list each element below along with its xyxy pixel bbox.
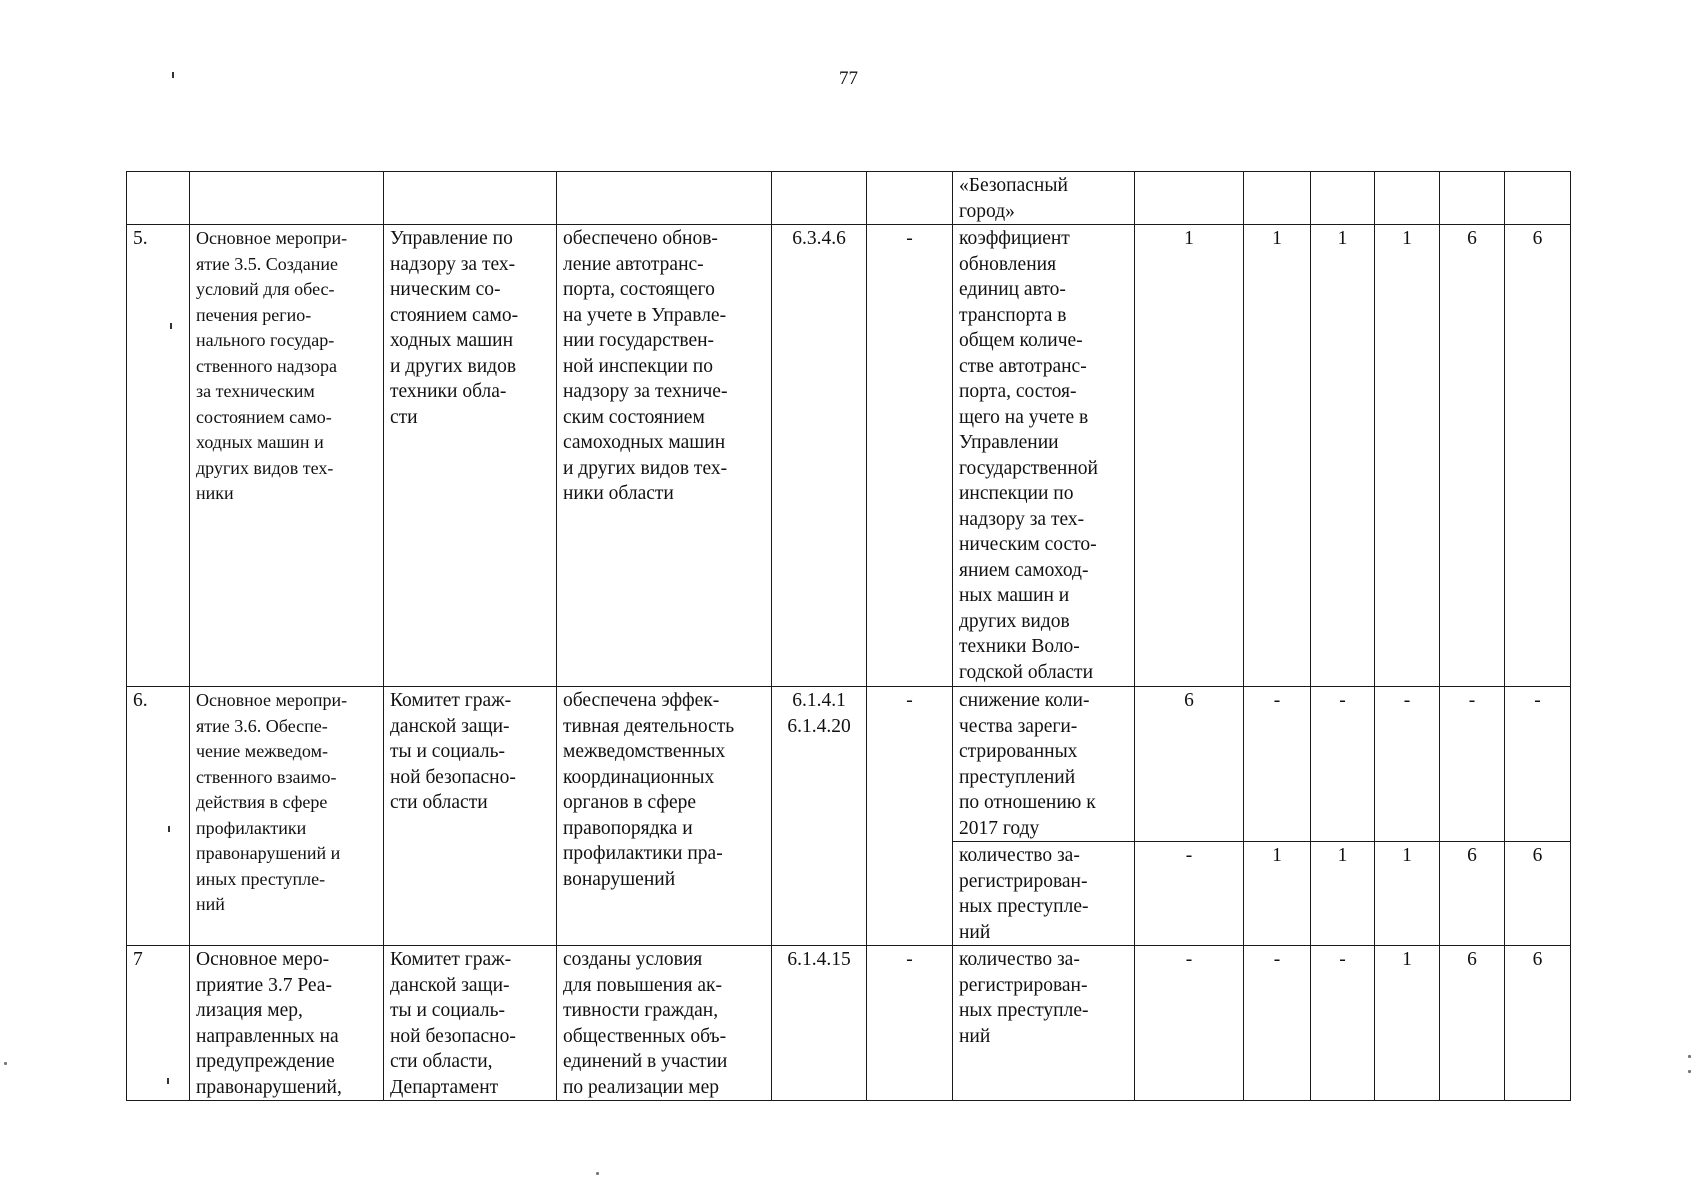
cell-num: 5. [127, 225, 190, 687]
cell-col6: - [867, 687, 953, 946]
cell-value: 6 [1440, 946, 1505, 1101]
cell-measure: Основное меропри- ятие 3.6. Обеспе- чение межведом- ственного взаимо- действия в сфере профилактики правонарушений и иных преступле- ний [190, 687, 384, 946]
cell-executor: Управление по надзору за тех- ническим со- стоянием само- ходных машин и других видов техники обла- сти [384, 225, 557, 687]
cell-code [772, 172, 867, 225]
cell-value: 6 [1505, 842, 1571, 946]
cell-value: 1 [1244, 842, 1311, 946]
cell-num: 6. [127, 687, 190, 946]
cell-value: 1 [1135, 225, 1244, 687]
cell-value: - [1135, 946, 1244, 1101]
cell-col6: - [867, 946, 953, 1101]
cell-value: - [1311, 687, 1375, 842]
cell-value [1244, 172, 1311, 225]
cell-result: обеспечена эффек- тивная деятельность межведомственных координационных органов в сфере правопорядка и профилактики пра- вонарушений [557, 687, 772, 946]
measures-table [126, 171, 1571, 1101]
scan-mark [172, 72, 174, 78]
cell-value: 6 [1505, 225, 1571, 687]
page-number: 77 [839, 68, 858, 89]
cell-code: 6.1.4.15 [772, 946, 867, 1101]
scan-mark [167, 1078, 169, 1084]
cell-measure [190, 172, 384, 225]
cell-value: - [1311, 946, 1375, 1101]
cell-measure: Основное меропри- ятие 3.5. Создание условий для обес- печения регио- нального государ- ственного надзора за техническим состоянием само- ходных машин и других видов тех- ники [190, 225, 384, 687]
table-row-5 [127, 225, 1571, 687]
cell-executor: Комитет граж- данской защи- ты и социаль- ной безопасно- сти области [384, 687, 557, 946]
cell-num [127, 172, 190, 225]
cell-value: 1 [1244, 225, 1311, 687]
cell-value: - [1244, 946, 1311, 1101]
cell-code: 6.1.4.1 6.1.4.20 [772, 687, 867, 946]
table-row-continuation [127, 172, 1571, 225]
scan-speck [1688, 1055, 1691, 1058]
cell-value: 1 [1375, 225, 1440, 687]
cell-value: 6 [1440, 225, 1505, 687]
scan-speck [1688, 1070, 1691, 1073]
cell-indicator: коэффициент обновления единиц авто- транспорта в общем количе- стве автотранс- порта, состоя- щего на учете в Управлении государственной инспекции по надзору за тех- ническим состо- янием самоход- ных машин и других видов техники Воло- годской области [953, 225, 1135, 687]
scan-mark [168, 826, 170, 832]
cell-indicator: снижение коли- чества зареги- стрированных преступлений по отношению к 2017 году [953, 687, 1135, 842]
cell-executor: Комитет граж- данской защи- ты и социаль- ной безопасно- сти области, Департамент [384, 946, 557, 1101]
cell-value: 6 [1505, 946, 1571, 1101]
cell-value: - [1244, 687, 1311, 842]
scan-speck [4, 1062, 7, 1065]
cell-result: обеспечено обнов- ление автотранс- порта, состоящего на учете в Управле- нии государствен- ной инспекции по надзору за техниче- ским состоянием самоходных машин и других видов тех- ники области [557, 225, 772, 687]
cell-value: 1 [1311, 842, 1375, 946]
cell-value: 1 [1311, 225, 1375, 687]
cell-executor [384, 172, 557, 225]
cell-result: созданы условия для повышения ак- тивности граждан, общественных объ- единений в участии по реализации мер [557, 946, 772, 1101]
cell-indicator: количество за- регистрирован- ных преступле- ний [953, 842, 1135, 946]
cell-value: - [1440, 687, 1505, 842]
table-row-7 [127, 946, 1571, 1101]
cell-col6 [867, 172, 953, 225]
cell-value [1505, 172, 1571, 225]
cell-value: - [1375, 687, 1440, 842]
cell-value: 6 [1440, 842, 1505, 946]
cell-value [1440, 172, 1505, 225]
cell-indicator: количество за- регистрирован- ных преступле- ний [953, 946, 1135, 1101]
cell-value [1311, 172, 1375, 225]
cell-code: 6.3.4.6 [772, 225, 867, 687]
cell-measure: Основное меро- приятие 3.7 Реа- лизация мер, направленных на предупреждение правонарушений, [190, 946, 384, 1101]
scan-mark [170, 323, 172, 329]
cell-value [1375, 172, 1440, 225]
cell-value: - [1135, 842, 1244, 946]
cell-value: 1 [1375, 842, 1440, 946]
cell-value [1135, 172, 1244, 225]
cell-indicator: «Безопасный город» [953, 172, 1135, 225]
cell-num: 7 [127, 946, 190, 1101]
cell-value: 6 [1135, 687, 1244, 842]
cell-col6: - [867, 225, 953, 687]
scan-speck [596, 1172, 599, 1175]
table-row-6 [127, 687, 1571, 842]
cell-result [557, 172, 772, 225]
cell-value: - [1505, 687, 1571, 842]
cell-value: 1 [1375, 946, 1440, 1101]
